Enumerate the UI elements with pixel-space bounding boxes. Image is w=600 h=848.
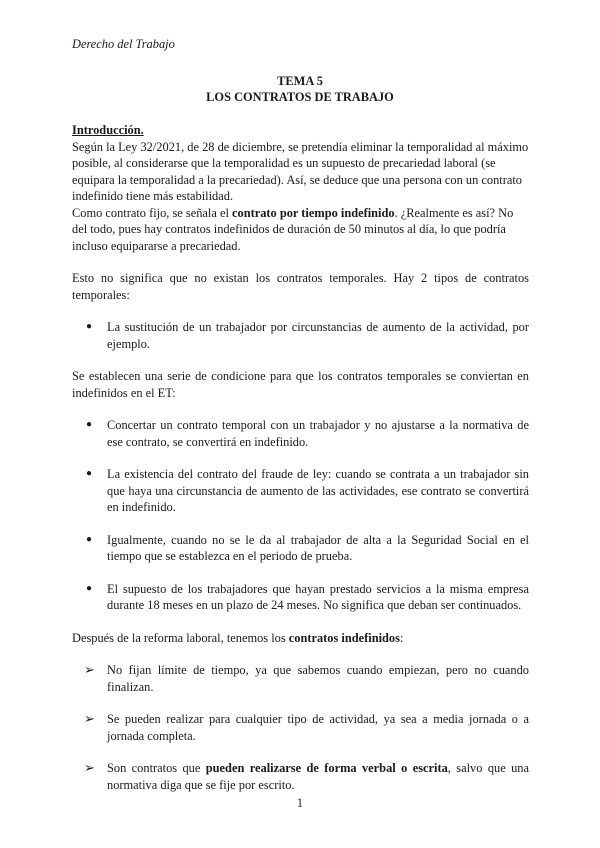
document-title bbox=[0, 74, 600, 105]
list-item-text: Se pueden realizar para cualquier tipo de actividad, ya sea a media jornada o a jornada completa. bbox=[107, 712, 529, 743]
intro-p2-text: Como contrato fijo, se señala el bbox=[72, 205, 233, 220]
intro-p2-text-end: . ¿Realmente es así? No del todo, pues hay contratos indefinidos de duración de 50 minutos al día, lo que podría incluso equipararse a precariedad. bbox=[72, 205, 514, 253]
bullet-icon: ● bbox=[86, 533, 93, 545]
list-item bbox=[86, 662, 529, 695]
list-item bbox=[86, 466, 529, 516]
intro-paragraph-2 bbox=[72, 205, 529, 255]
section-heading-introduccion: Introducción. bbox=[72, 123, 144, 137]
list-item bbox=[86, 711, 529, 744]
indefinidos-list bbox=[72, 662, 529, 793]
list-item bbox=[86, 581, 529, 614]
bullet-icon: ● bbox=[86, 468, 93, 479]
temporales-list bbox=[72, 319, 529, 352]
bullet-icon: ● bbox=[86, 419, 93, 430]
reforma-text: Después de la reforma laboral, tenemos los bbox=[72, 630, 289, 645]
page-number: 1 bbox=[296, 796, 304, 810]
temporales-paragraph: Esto no significa que no existan los contratos temporales. Hay 2 tipos de contratos temporales: bbox=[72, 271, 529, 302]
list-item-text: El supuesto de los trabajadores que hayan prestado servicios a la misma empresa durante 18 meses en un plazo de 24 meses. No significa que deban ser continuados. bbox=[107, 581, 529, 612]
intro-paragraph-1: Según la Ley 32/2021, de 28 de diciembre, se pretendía eliminar la temporalidad al máximo posible, al considerarse que la temporalidad es un supuesto de precariedad laboral (se equipara la temporalidad a la precariedad). Así, se deduce que una persona con un contrato indefinido tiene más estabilidad. bbox=[72, 139, 529, 203]
condiciones-paragraph: Se establecen una serie de condicione para que los contratos temporales se conviertan en indefinidos en el ET: bbox=[72, 369, 529, 400]
reforma-paragraph bbox=[72, 630, 529, 647]
list-item-text: Son contratos que bbox=[107, 761, 206, 775]
bullet-icon: ● bbox=[86, 321, 93, 332]
intro-p2-emphasis: contrato por tiempo indefinido bbox=[232, 205, 395, 220]
list-item bbox=[86, 417, 529, 450]
list-item-text: No fijan límite de tiempo, ya que sabemos cuando empiezan, pero no cuando finalizan. bbox=[107, 663, 529, 694]
title-line-subject: LOS CONTRATOS DE TRABAJO bbox=[206, 89, 394, 104]
list-item bbox=[86, 760, 529, 793]
list-item bbox=[86, 319, 529, 352]
bullet-icon: ● bbox=[86, 582, 93, 594]
condiciones-list bbox=[72, 417, 529, 614]
arrow-bullet-icon: ➢ bbox=[84, 760, 95, 775]
list-item-text: Igualmente, cuando no se le da al trabajador de alta a la Seguridad Social en el tiempo que se establezca en el periodo de prueba. bbox=[107, 532, 529, 563]
title-line-tema: TEMA 5 bbox=[277, 74, 323, 88]
list-item-emphasis: pueden realizarse de forma verbal o escrita bbox=[205, 761, 448, 775]
document-body bbox=[72, 122, 529, 793]
arrow-bullet-icon: ➢ bbox=[84, 662, 95, 677]
running-header: Derecho del Trabajo bbox=[72, 37, 175, 51]
reforma-emphasis: contratos indefinidos bbox=[288, 630, 400, 645]
arrow-bullet-icon: ➢ bbox=[84, 711, 95, 726]
list-item bbox=[86, 532, 529, 565]
reforma-text-end: : bbox=[399, 630, 404, 645]
list-item-text: Concertar un contrato temporal con un trabajador y no ajustarse a la normativa de ese contrato, se convertirá en indefinido. bbox=[107, 418, 529, 449]
list-item-text-end: , salvo que una normativa diga que se fije por escrito. bbox=[107, 761, 529, 792]
list-item-text: La existencia del contrato del fraude de ley: cuando se contrata a un trabajador sin que haya una circunstancia de aumento de las actividades, ese contrato se convertirá en indefinido. bbox=[107, 467, 529, 514]
list-item-text: La sustitución de un trabajador por circunstancias de aumento de la actividad, por ejemplo. bbox=[107, 320, 529, 351]
